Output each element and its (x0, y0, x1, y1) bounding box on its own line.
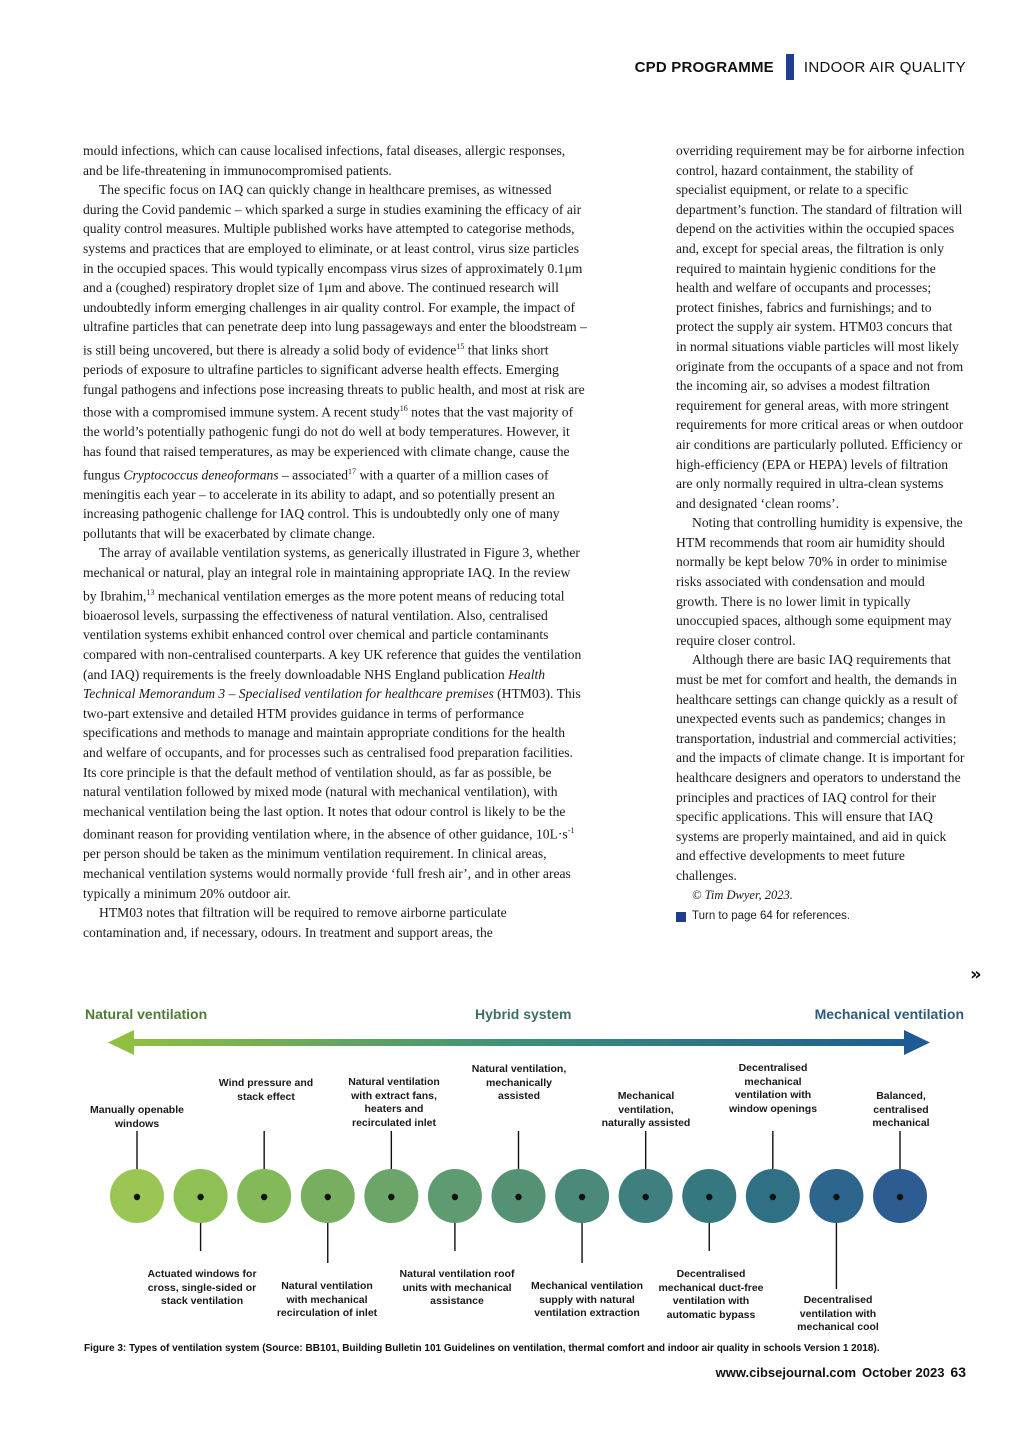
label-wind-pressure-stack: Wind pressure and stack effect (218, 1077, 314, 1103)
continue-arrow-icon: » (970, 964, 982, 985)
natural-ventilation-heading: Natural ventilation (85, 1006, 208, 1022)
mechanical-ventilation-heading: Mechanical ventilation (814, 1006, 964, 1022)
label-natural-mechanical-recirculation: Natural ventilation with mechanical recirculation of inlet (276, 1280, 378, 1319)
left-paragraph-3: The array of available ventilation systems, as generically illustrated in Figure 3, whether mechanical or natural, play an integral role in maintaining appropriate IAQ. In the review by Ibrahim,$^{13}$ mechanical ventilation emerges as the more potent means of reducing total bioaerosol levels, surpassing the effectiveness of natural ventilation. Also, centralised ventilation systems exhibit enhanced control over chemical and particle contaminants compared with non-centralised counterparts. A key UK reference that guides the ventilation (and IAQ) requirements is the freely downloadable NHS England publication Health Technical Memorandum 3 – Specialised ventilation for healthcare premises (HTM03). This two-part extensive and detailed HTM provides guidance in terms of performance specifications and methods to manage and maintain appropriate conditions for the health and welfare of occupants, and for processes such as centralised food preparation facilities. Its core principle is that the default method of ventilation should, as far as possible, be natural ventilation followed by mixed mode (natural with mechanical ventilation), with mechanical ventilation being the last option. It notes that odour control is likely to be the dominant reason for providing ventilation where, in the absence of other guidance, $10L\cdot s^{-1}$ per person should be taken as the minimum ventilation requirement. In clinical areas, mechanical ventilation systems would normally provide ‘full fresh air’, and in other areas typically a minimum 20% outdoor air. (83, 545, 582, 901)
left-paragraph-2: The specific focus on IAQ can quickly change in healthcare premises, as witnessed during the Covid pandemic – which sparked a surge in studies examining the efficacy of air quality control measures. Multiple published works have attempted to categorise methods, systems and practices that are employed to eliminate, or at least control, virus size particles in the occupied spaces. This would typically encompass virus sizes of approximately 0.1μm and a (coughed) respiratory droplet size of 1μm and above. The continued research will undoubtedly inform emerging challenges in air quality control. For example, the impact of ultrafine particles that can penetrate deep into lung passageways and enter the bloodstream – is still being uncovered, but there is already a solid body of evidence$^{15}$ that links short periods of exposure to ultrafine particles to significant adverse health effects. Emerging fungal pathogens and infections pose increasing threats to public health, and most at risk are those with a compromised immune system. A recent study$^{16}$ notes that the vast majority of the world’s potentially pathogenic fungi do not do well at body temperatures. However, it has found that raised temperatures, as may be experienced with climate change, cause the fungus Cryptococcus deneoformans – associated$^{17}$ with a quarter of a million cases of meningitis each year – to accelerate in its ability to adapt, and so potentially present an increasing pathogenic challenge for IAQ control. This is undoubtedly only one of many pollutants that will be exacerbated by climate change. (83, 182, 587, 541)
label-natural-roof-units: Natural ventilation roof units with mechanical assistance (399, 1268, 515, 1307)
right-paragraph-3: Although there are basic IAQ requirements that must be met for comfort and health, the demands in healthcare settings can change quickly as a result of unexpected events such as pandemics; changes in transportation, industrial and commercial activities; and the impacts of climate change. It is important for healthcare designers and operators to understand the principles and practices of IAQ control for their specific applications. This will ensure that IAQ systems are properly maintained, and aid in quick and effective developments to meet future challenges. (676, 652, 965, 883)
label-actuated-windows: Actuated windows for cross, single-sided or stack ventilation (147, 1268, 257, 1307)
label-manually-openable-windows: Manually openable windows (90, 1104, 184, 1130)
author-credit: © Tim Dwyer, 2023. (692, 887, 793, 902)
left-column (83, 141, 587, 942)
references-link[interactable] (676, 907, 966, 927)
ventilation-figure (0, 1000, 1024, 1370)
figure-caption: Figure 3: Types of ventilation system (Source: BB101, Building Bulletin 101 Guidelines on ventilation, thermal comfort and indoor air quality in schools Version 1 2018). (84, 1343, 880, 1354)
page-number: 63 (950, 1364, 966, 1380)
label-balanced-centralised: Balanced, centralised mechanical (872, 1090, 930, 1129)
references-text: Turn to page 64 for references. (692, 910, 851, 923)
center-dot-11 (770, 1194, 776, 1200)
label-decentralised-mechanical-cool: Decentralised ventilation with mechanical cool (797, 1294, 879, 1333)
header-divider (786, 54, 794, 80)
issue-date: October 2023 (862, 1365, 945, 1380)
center-dot-1 (134, 1194, 140, 1200)
double-arrow-icon (108, 1030, 930, 1055)
center-dot-7 (515, 1194, 521, 1200)
center-dot-13 (897, 1194, 903, 1200)
label-natural-with-extract-fans: Natural ventilation with extract fans, heaters and recirculated inlet (348, 1076, 440, 1129)
right-paragraph-2: Noting that controlling humidity is expensive, the HTM recommends that room air humidity should normally be kept below 70% in order to minimise risks associated with condensation and mould growth. There is no lower limit in typically unoccupied spaces, although some equipment may require closer control. (676, 515, 963, 648)
right-paragraph-1: overriding requirement may be for airborne infection control, hazard containment, the stability of specialist equipment, or relate to a specific department’s function. The standard of filtration will depend on the activities within the occupied spaces and, except for special areas, the filtration is only required to maintain hygienic conditions for the health and welfare of occupants and processes; protect finishes, fabrics and furnishings; and to protect the supply air system. HTM03 concurs that in normal situations viable particles will most likely originate from the occupants of a space and not from the incoming air, so advises a modest filtration requirement for general areas, with more stringent requirements for more critical areas or when outdoor air conditions are particularly polluted. Efficiency or high-efficiency (EPA or HEPA) levels of filtration are only normally required in ultra-clean systems and designated ‘clean rooms’. (676, 143, 965, 511)
topic-label: INDOOR AIR QUALITY (803, 58, 966, 76)
center-dot-6 (452, 1194, 458, 1200)
label-decentralised-window-openings: Decentralised mechanical ventilation with window openings (728, 1062, 818, 1115)
label-decentralised-duct-free: Decentralised mechanical duct-free ventilation with automatic bypass (658, 1268, 764, 1321)
label-mechanical-supply-natural-extract: Mechanical ventilation supply with natural ventilation extraction (530, 1280, 644, 1319)
left-paragraph-1: mould infections, which can cause localised infections, fatal diseases, allergic responses, and be life-threatening in immunocompromised patients. (83, 143, 566, 178)
label-natural-mechanically-assisted: Natural ventilation, mechanically assisted (471, 1063, 567, 1102)
left-paragraph-4: HTM03 notes that filtration will be required to remove airborne particulate contamination and, if necessary, odours. In treatment and support areas, the (83, 905, 507, 940)
center-dot-12 (833, 1194, 839, 1200)
page-header (635, 54, 966, 80)
right-column (676, 141, 966, 927)
label-mechanical-naturally-assisted: Mechanical ventilation, naturally assisted (601, 1090, 691, 1129)
center-dot-3 (261, 1194, 267, 1200)
center-dot-8 (579, 1194, 585, 1200)
center-dot-2 (197, 1194, 203, 1200)
center-dot-10 (706, 1194, 712, 1200)
programme-label: CPD PROGRAMME (634, 58, 774, 76)
center-dot-4 (325, 1194, 331, 1200)
journal-url[interactable]: www.cibsejournal.com (715, 1365, 857, 1380)
center-dot-9 (642, 1194, 648, 1200)
center-dot-5 (388, 1194, 394, 1200)
hybrid-system-heading: Hybrid system (475, 1006, 572, 1022)
square-bullet-icon (676, 912, 686, 922)
page-footer (716, 1364, 966, 1380)
